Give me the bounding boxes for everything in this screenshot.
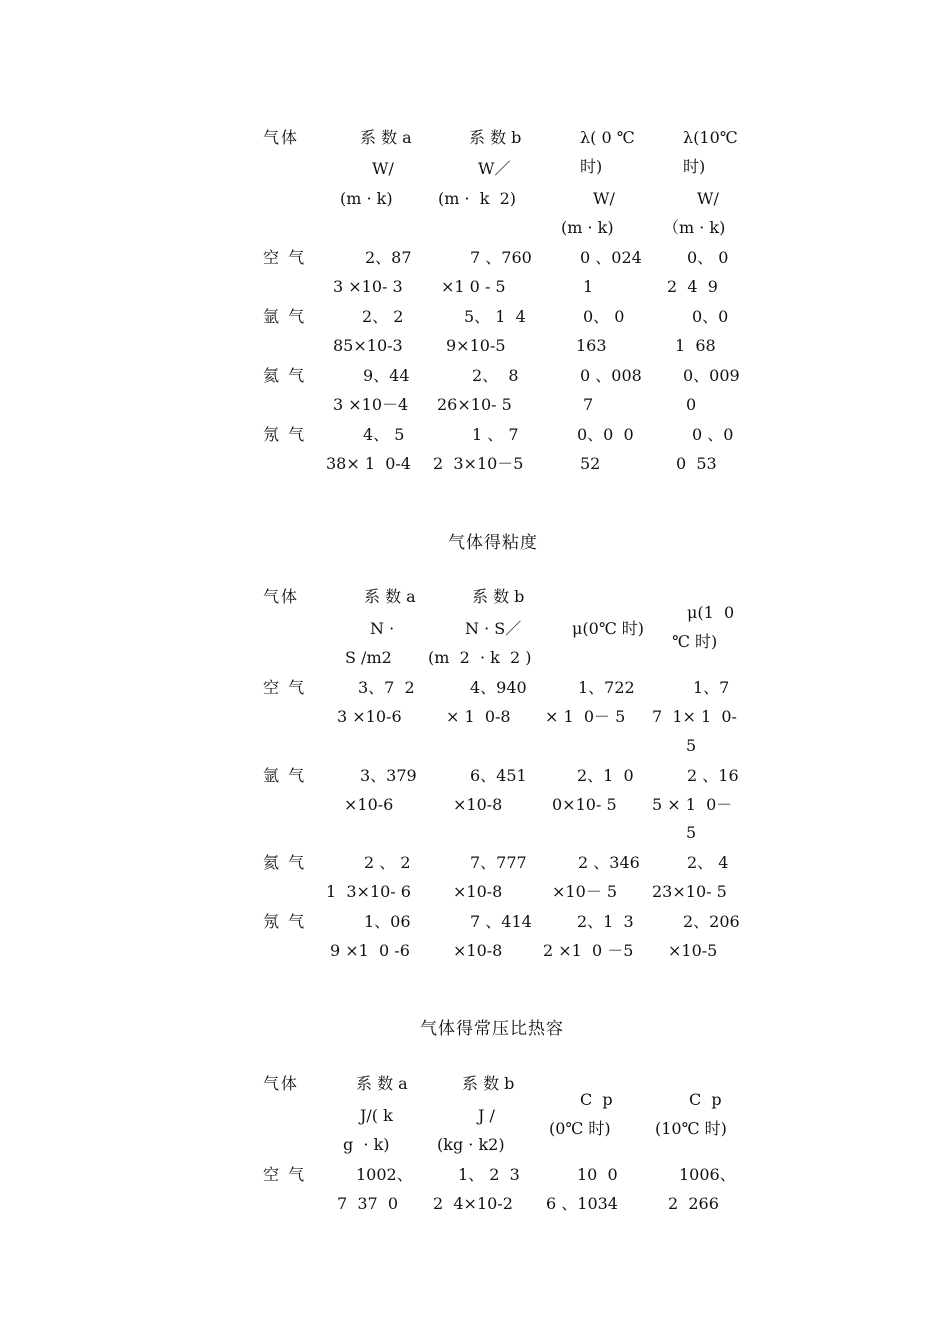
cell-l0: 163 [576, 336, 607, 355]
cell-l10: 0、 0 [687, 248, 729, 267]
header-cp-0: C p [580, 1090, 613, 1109]
cell-m10: 2 、16 [687, 766, 739, 785]
cell-m0: 2 ×1 0 －5 [543, 941, 634, 960]
cell-b: 1 、 7 [472, 425, 519, 444]
cell-a: ×10-6 [344, 795, 394, 814]
cell-b: 5、 1 4 [464, 307, 526, 326]
cell-a: 7 37 0 [337, 1194, 399, 1213]
cell-a: 3 ×10- 3 [333, 277, 403, 296]
cell-m0: 1、722 [578, 678, 635, 697]
header-coef-a-unit: W/ [372, 159, 394, 178]
cell-m0: 2、1 3 [577, 912, 634, 931]
cell-m10: 5 [686, 736, 697, 755]
cell-m0: × 1 0－ 5 [545, 707, 626, 726]
header-coef-a: 系 数 a [356, 1074, 408, 1093]
cell-b: 6、451 [470, 766, 527, 785]
cell-b: 7 、414 [470, 912, 532, 931]
cell-c10: 2 266 [668, 1194, 719, 1213]
cell-b: 2 4×10-2 [433, 1194, 513, 1213]
cell-l10: 0 53 [676, 454, 717, 473]
header-lambda-10-unit: W/ [697, 189, 719, 208]
cell-a: 9 ×1 0 -6 [330, 941, 410, 960]
cell-m10: 5 [686, 823, 697, 842]
cell-a: 9、44 [363, 366, 410, 385]
header-coef-a-unit: N · [370, 619, 395, 638]
header-coef-a: 系 数 a [364, 587, 416, 606]
cell-m10: 2、206 [683, 912, 740, 931]
header-gas: 气体 [263, 1074, 300, 1093]
header-lambda-10-unit: （m · k) [663, 218, 726, 237]
cell-m10: 5 × 1 0－ [652, 795, 733, 814]
header-mu-10: ℃ 时) [672, 632, 718, 651]
cell-l10: 1 68 [675, 336, 716, 355]
cell-l0: 7 [583, 395, 594, 414]
header-gas: 气体 [263, 128, 300, 147]
header-coef-b-unit: J / [478, 1106, 495, 1125]
cell-l10: 2 4 9 [667, 277, 718, 296]
heat-capacity-title: 气体得常压比热容 [420, 1019, 564, 1039]
cell-b: ×1 0 - 5 [441, 277, 506, 296]
cell-b: 7 、760 [470, 248, 532, 267]
cell-a: 85×10-3 [333, 336, 403, 355]
cell-l0: 0 、024 [580, 248, 642, 267]
cell-a: 4、 5 [363, 425, 405, 444]
row-gas: 氦 气 [263, 366, 307, 385]
header-coef-a-unit: J/( k [360, 1106, 393, 1125]
row-gas: 氩 气 [263, 766, 307, 785]
cell-a: 3 ×10－4 [333, 395, 409, 414]
cell-l0: 0、0 0 [577, 425, 634, 444]
row-gas: 氖 气 [263, 425, 307, 444]
cell-m0: ×10－ 5 [552, 882, 618, 901]
cell-b: 2、 8 [472, 366, 519, 385]
header-coef-a-unit: S /m2 [345, 648, 392, 667]
cell-a: 1002、 [356, 1165, 413, 1184]
header-gas: 气体 [263, 587, 300, 606]
header-coef-a-unit: (m · k) [340, 189, 393, 208]
row-gas: 氦 气 [263, 853, 307, 872]
cell-b: ×10-8 [453, 795, 503, 814]
header-coef-b: 系 数 b [469, 128, 522, 147]
row-gas: 空 气 [263, 678, 307, 697]
cell-a: 3 ×10-6 [337, 707, 402, 726]
header-coef-b-unit: (m 2 · k 2 ) [428, 648, 532, 667]
cell-a: 1、06 [364, 912, 411, 931]
header-coef-b-unit: N · S／ [465, 619, 522, 638]
header-cp-0: (0℃ 时) [549, 1119, 611, 1138]
viscosity-title: 气体得粘度 [448, 533, 538, 553]
cell-b: 1、 2 3 [458, 1165, 520, 1184]
header-cp-10: (10℃ 时) [655, 1119, 727, 1138]
row-gas: 空 气 [263, 248, 307, 267]
cell-b: × 1 0-8 [446, 707, 511, 726]
cell-l0: 0、 0 [583, 307, 625, 326]
cell-a: 1 3×10- 6 [326, 882, 411, 901]
cell-b: 7、777 [470, 853, 527, 872]
cell-b: 26×10- 5 [437, 395, 512, 414]
row-gas: 氩 气 [263, 307, 307, 326]
cell-l10: 0、009 [683, 366, 740, 385]
cell-a: 2、87 [365, 248, 412, 267]
cell-l0: 52 [580, 454, 601, 473]
header-lambda-0-unit: W/ [593, 189, 615, 208]
cell-m10: 1、7 [693, 678, 730, 697]
header-coef-b-unit: W／ [478, 159, 511, 178]
row-gas: 氖 气 [263, 912, 307, 931]
header-mu-10: μ(1 0 [687, 603, 735, 622]
cell-m10: 2、 4 [687, 853, 729, 872]
header-mu-0: μ(0℃ 时) [572, 619, 645, 638]
cell-b: 9×10-5 [446, 336, 506, 355]
header-coef-a-unit: g · k) [343, 1135, 390, 1154]
row-gas: 空 气 [263, 1165, 307, 1184]
cell-c10: 1006、 [679, 1165, 736, 1184]
cell-b: 2 3×10－5 [433, 454, 524, 473]
cell-a: 2、 2 [362, 307, 404, 326]
header-lambda-0: λ( 0 ℃ [580, 128, 635, 147]
cell-m10: 7 1× 1 0- [652, 707, 737, 726]
cell-c0: 10 0 [577, 1165, 618, 1184]
cell-a: 3、7 2 [358, 678, 415, 697]
cell-m0: 2 、346 [578, 853, 640, 872]
cell-l0: 1 [583, 277, 594, 296]
cell-m0: 0×10- 5 [552, 795, 617, 814]
header-cp-10: C p [689, 1090, 722, 1109]
cell-b: ×10-8 [453, 882, 503, 901]
cell-l10: 0、0 [692, 307, 729, 326]
header-coef-b-unit: (kg · k2) [437, 1135, 505, 1154]
header-coef-b-unit: (m · k 2) [438, 189, 517, 208]
cell-b: ×10-8 [453, 941, 503, 960]
cell-l0: 0 、008 [580, 366, 642, 385]
cell-a: 3、379 [360, 766, 417, 785]
cell-c0: 6 、1034 [546, 1194, 618, 1213]
header-coef-b: 系 数 b [472, 587, 525, 606]
header-coef-b: 系 数 b [462, 1074, 515, 1093]
header-coef-a: 系 数 a [360, 128, 412, 147]
header-lambda-10: λ(10℃ [683, 128, 738, 147]
header-lambda-10: 时) [683, 157, 706, 176]
cell-m0: 2、1 0 [577, 766, 634, 785]
header-lambda-0-unit: (m · k) [561, 218, 614, 237]
cell-m10: ×10-5 [668, 941, 718, 960]
cell-l10: 0 [686, 395, 697, 414]
header-lambda-0: 时) [580, 157, 603, 176]
cell-l10: 0 、0 [692, 425, 734, 444]
cell-m10: 23×10- 5 [652, 882, 727, 901]
cell-b: 4、940 [470, 678, 527, 697]
cell-a: 2 、 2 [364, 853, 411, 872]
cell-a: 38× 1 0-4 [326, 454, 411, 473]
